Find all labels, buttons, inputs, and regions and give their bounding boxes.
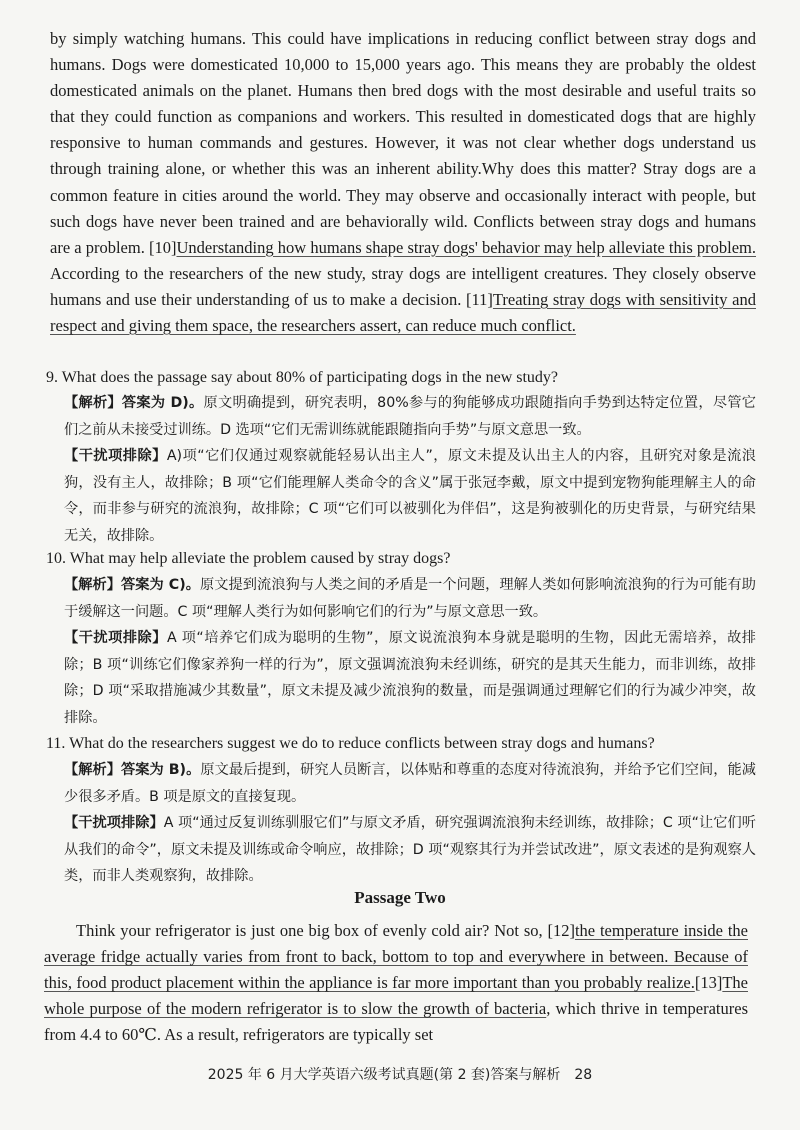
question-9: 9. What does the passage say about 80% of participating dogs in the new study? <box>46 369 559 386</box>
marker-11: [11] <box>466 289 493 309</box>
passage-two-text <box>44 918 748 1048</box>
passage-two-text-start: Think your refrigerator is just one big box of evenly cold air? Not so, <box>76 921 548 940</box>
analysis-text: 原文提到流浪狗与人类之间的矛盾是一个问题，理解人类如何影响流浪狗的行为可能有助于缓解这一问题。C 项“理解人类行为如何影响它们的行为”与原文意思一致。 <box>64 577 756 620</box>
distractor-label: 【干扰项排除】 <box>64 815 164 832</box>
distractor-text: A 项“通过反复训练驯服它们”与原文矛盾，研究强调流浪狗未经训练，故排除；C 项“让它们听从我们的命令”，原文未提及训练或命令响应，故排除；D 项“观察其行为并尝试改进”，原文表述的是狗观察人类，而非人类观察狗，故排除。 <box>64 815 756 885</box>
analysis-text: 原文明确提到，研究表明，80%参与的狗能够成功跟随指向手势到达特定位置，尽管它们之前从未接受过训练。D 选项“它们无需训练就能跟随指向手势”与原文意思一致。 <box>64 395 756 438</box>
passage-one-text: by simply watching humans. This could have implications in reducing conflict between stray dogs and humans. Dogs were domesticated 10,000 to 15,000 years ago. This means they are probably the oldest domesticated animals on the planet. Humans then bred dogs with the most desirable and useful traits so that they could function as companions and workers. This resulted in domesticated dogs that are highly responsive to human commands and gestures. However, it was not clear whether dogs understand us through training alone, or whether this was an inherent ability.Why does this matter? Stray dogs are a common feature in cities around the world. They may observe and occasionally interact with people, but such dogs have never been trained and are behaviorally wild. Conflicts between stray dogs and humans are a problem. <box>50 29 756 257</box>
page-number: 28 <box>574 1067 593 1083</box>
underlined-sentence-10: Understanding how humans shape stray dogs' behavior may help alleviate this problem. <box>176 237 756 257</box>
question-11: 11. What do the researchers suggest we do to reduce conflicts between stray dogs and humans? <box>46 735 655 752</box>
passage-one-text-mid: According to the researchers of the new study, stray dogs are intelligent creatures. They closely observe humans and use their understanding of us to make a decision. <box>50 263 756 309</box>
footer-title: 2025 年 6 月大学英语六级考试真题(第 2 套)答案与解析 <box>207 1067 561 1083</box>
question-11-analysis <box>64 757 756 890</box>
distractor-label: 【干扰项排除】 <box>64 448 167 465</box>
distractor-text: A 项“培养它们成为聪明的生物”，原文说流浪狗本身就是聪明的生物，因此无需培养，故排除；B 项“训练它们像家养狗一样的行为”，原文强调流浪狗未经训练，研究的是其天生能力，而非训练，故排除；D 项“采取措施减少其数量”，原文未提及减少流浪狗的数量，而是强调通过理解它们的行为减少冲突，故排除。 <box>64 630 756 726</box>
question-9-analysis <box>64 390 756 550</box>
underlined-sentence-12: the temperature inside the average fridge actually varies from front to back, bottom to top and everywhere in between. Because of this, food product placement within the appliance is far more important than you probably realize. <box>44 921 748 993</box>
analysis-text: 原文最后提到，研究人员断言，以体贴和尊重的态度对待流浪狗，并给予它们空间，能减少很多矛盾。B 项是原文的直接复现。 <box>64 762 756 805</box>
passage-one-continuation <box>50 26 756 339</box>
underlined-sentence-11: Treating stray dogs with sensitivity and respect and giving them space, the researchers assert, can reduce much conflict. <box>50 289 756 336</box>
passage-two-text-end: , which thrive in temperatures from 4.4 to 60℃. As a result, refrigerators are typically set <box>44 999 748 1045</box>
analysis-label: 【解析】答案为 B)。 <box>64 762 201 778</box>
passage-two-heading: Passage Two <box>354 888 446 907</box>
analysis-label: 【解析】答案为 C)。 <box>64 577 201 593</box>
page-footer <box>0 1064 800 1084</box>
marker-10: [10] <box>148 237 177 257</box>
marker-12: [12] <box>547 921 575 940</box>
analysis-label: 【解析】答案为 D)。 <box>64 395 204 411</box>
distractor-text: A)项“它们仅通过观察就能轻易认出主人”，原文未提及认出主人的内容，且研究对象是流浪狗，没有主人，故排除；B 项“它们能理解人类命令的含义”属于张冠李戴，原文中提到宠物狗能理解主人的命令，而非参与研究的流浪狗，故排除；C 项“它们可以被驯化为伴侣”，这是狗被驯化的历史背景，与研究结果无关，故排除。 <box>64 448 756 544</box>
question-10: 10. What may help alleviate the problem caused by stray dogs? <box>46 550 451 567</box>
distractor-label: 【干扰项排除】 <box>64 630 167 647</box>
marker-13: [13] <box>694 973 723 993</box>
underlined-sentence-13: The whole purpose of the modern refrigerator is to slow the growth of bacteria <box>44 973 748 1019</box>
question-10-analysis <box>64 572 756 732</box>
